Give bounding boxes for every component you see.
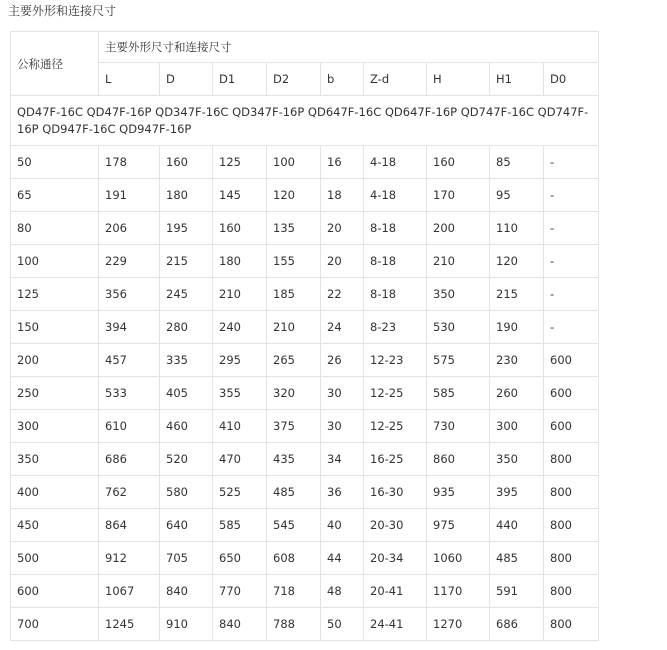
cell-z-d: 12-25: [364, 377, 427, 410]
cell-dn: 150: [11, 311, 99, 344]
cell-h: 210: [427, 245, 490, 278]
cell-b: 24: [321, 311, 364, 344]
cell-d1: 585: [213, 509, 267, 542]
cell-d2: 718: [267, 575, 321, 608]
cell-d0: 600: [544, 410, 599, 443]
cell-b: 50: [321, 608, 364, 641]
cell-d: 460: [160, 410, 213, 443]
cell-d0: 800: [544, 476, 599, 509]
cell-h: 575: [427, 344, 490, 377]
cell-h: 1060: [427, 542, 490, 575]
cell-d1: 770: [213, 575, 267, 608]
cell-z-d: 8-18: [364, 245, 427, 278]
cell-l: 356: [99, 278, 160, 311]
cell-b: 26: [321, 344, 364, 377]
table-row: [11, 179, 599, 212]
cell-d2: 485: [267, 476, 321, 509]
cell-d: 640: [160, 509, 213, 542]
cell-d1: 410: [213, 410, 267, 443]
model-list: QD47F-16C QD47F-16P QD347F-16C QD347F-16P QD647F-16C QD647F-16P QD747F-16C QD747F-16P QD947F-16C QD947F-16P: [11, 96, 599, 146]
cell-d: 335: [160, 344, 213, 377]
table-row: [11, 476, 599, 509]
cell-z-d: 8-18: [364, 278, 427, 311]
cell-d: 195: [160, 212, 213, 245]
cell-z-d: 4-18: [364, 179, 427, 212]
column-header-h1: H1: [490, 63, 544, 96]
cell-d2: 135: [267, 212, 321, 245]
cell-dn: 350: [11, 443, 99, 476]
table-row: [11, 311, 599, 344]
cell-d2: 375: [267, 410, 321, 443]
cell-z-d: 24-41: [364, 608, 427, 641]
cell-z-d: 8-18: [364, 212, 427, 245]
cell-d1: 650: [213, 542, 267, 575]
cell-l: 610: [99, 410, 160, 443]
cell-dn: 125: [11, 278, 99, 311]
table-row: [11, 509, 599, 542]
cell-dn: 400: [11, 476, 99, 509]
column-header-l: L: [99, 63, 160, 96]
cell-b: 16: [321, 146, 364, 179]
cell-h: 860: [427, 443, 490, 476]
cell-d2: 155: [267, 245, 321, 278]
cell-d0: 800: [544, 542, 599, 575]
cell-h1: 591: [490, 575, 544, 608]
dimension-table: [10, 31, 599, 641]
cell-dn: 65: [11, 179, 99, 212]
cell-d0: -: [544, 179, 599, 212]
table-row: [11, 410, 599, 443]
column-header-d: D: [160, 63, 213, 96]
column-header-b: b: [321, 63, 364, 96]
cell-d: 280: [160, 311, 213, 344]
cell-h: 350: [427, 278, 490, 311]
cell-l: 229: [99, 245, 160, 278]
cell-h1: 85: [490, 146, 544, 179]
cell-d2: 185: [267, 278, 321, 311]
cell-h1: 485: [490, 542, 544, 575]
cell-d1: 355: [213, 377, 267, 410]
cell-d1: 840: [213, 608, 267, 641]
cell-b: 30: [321, 377, 364, 410]
cell-l: 178: [99, 146, 160, 179]
cell-dn: 300: [11, 410, 99, 443]
table-row: [11, 344, 599, 377]
cell-z-d: 20-30: [364, 509, 427, 542]
cell-d0: 800: [544, 509, 599, 542]
cell-d: 160: [160, 146, 213, 179]
table-row: [11, 608, 599, 641]
cell-h1: 395: [490, 476, 544, 509]
cell-d0: 800: [544, 608, 599, 641]
cell-d0: -: [544, 212, 599, 245]
cell-d0: -: [544, 146, 599, 179]
cell-dn: 450: [11, 509, 99, 542]
cell-d1: 240: [213, 311, 267, 344]
cell-h1: 95: [490, 179, 544, 212]
cell-d0: 800: [544, 575, 599, 608]
cell-d2: 265: [267, 344, 321, 377]
cell-dn: 250: [11, 377, 99, 410]
cell-l: 1245: [99, 608, 160, 641]
cell-z-d: 12-23: [364, 344, 427, 377]
page-title: 主要外形和连接尺寸: [8, 4, 117, 18]
cell-d2: 608: [267, 542, 321, 575]
cell-d: 215: [160, 245, 213, 278]
cell-d2: 788: [267, 608, 321, 641]
cell-d2: 545: [267, 509, 321, 542]
cell-d0: 600: [544, 344, 599, 377]
cell-d2: 100: [267, 146, 321, 179]
cell-b: 20: [321, 245, 364, 278]
column-header-row: [11, 63, 599, 96]
cell-b: 36: [321, 476, 364, 509]
cell-d: 180: [160, 179, 213, 212]
cell-b: 40: [321, 509, 364, 542]
cell-d0: 600: [544, 377, 599, 410]
cell-dn: 100: [11, 245, 99, 278]
cell-h1: 260: [490, 377, 544, 410]
cell-d: 840: [160, 575, 213, 608]
cell-l: 206: [99, 212, 160, 245]
cell-b: 48: [321, 575, 364, 608]
cell-b: 34: [321, 443, 364, 476]
cell-z-d: 8-23: [364, 311, 427, 344]
column-header-h: H: [427, 63, 490, 96]
cell-dn: 200: [11, 344, 99, 377]
table-row: [11, 575, 599, 608]
cell-b: 22: [321, 278, 364, 311]
cell-b: 20: [321, 212, 364, 245]
cell-h: 975: [427, 509, 490, 542]
cell-l: 533: [99, 377, 160, 410]
cell-h: 530: [427, 311, 490, 344]
cell-z-d: 4-18: [364, 146, 427, 179]
cell-h: 1270: [427, 608, 490, 641]
cell-d1: 125: [213, 146, 267, 179]
cell-h: 585: [427, 377, 490, 410]
cell-h: 1170: [427, 575, 490, 608]
nominal-diameter-header: 公称通径: [11, 32, 99, 96]
cell-d0: 800: [544, 443, 599, 476]
cell-d0: -: [544, 311, 599, 344]
column-header-d1: D1: [213, 63, 267, 96]
cell-h1: 120: [490, 245, 544, 278]
cell-h1: 300: [490, 410, 544, 443]
cell-d1: 295: [213, 344, 267, 377]
dimensions-group-header: 主要外形尺寸和连接尺寸: [99, 32, 599, 63]
cell-h1: 440: [490, 509, 544, 542]
cell-h: 160: [427, 146, 490, 179]
cell-l: 191: [99, 179, 160, 212]
cell-dn: 80: [11, 212, 99, 245]
table-row: [11, 212, 599, 245]
cell-h1: 230: [490, 344, 544, 377]
cell-d1: 470: [213, 443, 267, 476]
table-header-row: [11, 32, 599, 63]
cell-h1: 686: [490, 608, 544, 641]
cell-d: 520: [160, 443, 213, 476]
column-header-d0: D0: [544, 63, 599, 96]
cell-l: 394: [99, 311, 160, 344]
cell-d1: 525: [213, 476, 267, 509]
cell-h1: 215: [490, 278, 544, 311]
cell-b: 30: [321, 410, 364, 443]
cell-l: 864: [99, 509, 160, 542]
cell-l: 912: [99, 542, 160, 575]
cell-d0: -: [544, 245, 599, 278]
cell-h: 730: [427, 410, 490, 443]
cell-d2: 435: [267, 443, 321, 476]
table-row: [11, 278, 599, 311]
cell-d: 405: [160, 377, 213, 410]
cell-d2: 210: [267, 311, 321, 344]
cell-l: 457: [99, 344, 160, 377]
cell-dn: 50: [11, 146, 99, 179]
cell-d: 705: [160, 542, 213, 575]
model-list-row: [11, 96, 599, 146]
cell-h: 200: [427, 212, 490, 245]
cell-l: 686: [99, 443, 160, 476]
cell-b: 44: [321, 542, 364, 575]
cell-b: 18: [321, 179, 364, 212]
cell-l: 762: [99, 476, 160, 509]
cell-d1: 180: [213, 245, 267, 278]
cell-z-d: 20-41: [364, 575, 427, 608]
cell-d2: 320: [267, 377, 321, 410]
cell-d1: 145: [213, 179, 267, 212]
table-row: [11, 146, 599, 179]
cell-h: 935: [427, 476, 490, 509]
cell-dn: 700: [11, 608, 99, 641]
cell-l: 1067: [99, 575, 160, 608]
cell-h1: 350: [490, 443, 544, 476]
cell-d: 580: [160, 476, 213, 509]
cell-d1: 210: [213, 278, 267, 311]
cell-h1: 110: [490, 212, 544, 245]
table-row: [11, 245, 599, 278]
cell-d: 245: [160, 278, 213, 311]
column-header-d2: D2: [267, 63, 321, 96]
cell-d2: 120: [267, 179, 321, 212]
cell-d1: 160: [213, 212, 267, 245]
cell-h: 170: [427, 179, 490, 212]
table-row: [11, 542, 599, 575]
cell-dn: 500: [11, 542, 99, 575]
cell-z-d: 12-25: [364, 410, 427, 443]
table-row: [11, 377, 599, 410]
table-row: [11, 443, 599, 476]
column-header-z-d: Z-d: [364, 63, 427, 96]
cell-d0: -: [544, 278, 599, 311]
cell-z-d: 16-30: [364, 476, 427, 509]
cell-z-d: 20-34: [364, 542, 427, 575]
cell-h1: 190: [490, 311, 544, 344]
cell-d: 910: [160, 608, 213, 641]
cell-dn: 600: [11, 575, 99, 608]
cell-z-d: 16-25: [364, 443, 427, 476]
